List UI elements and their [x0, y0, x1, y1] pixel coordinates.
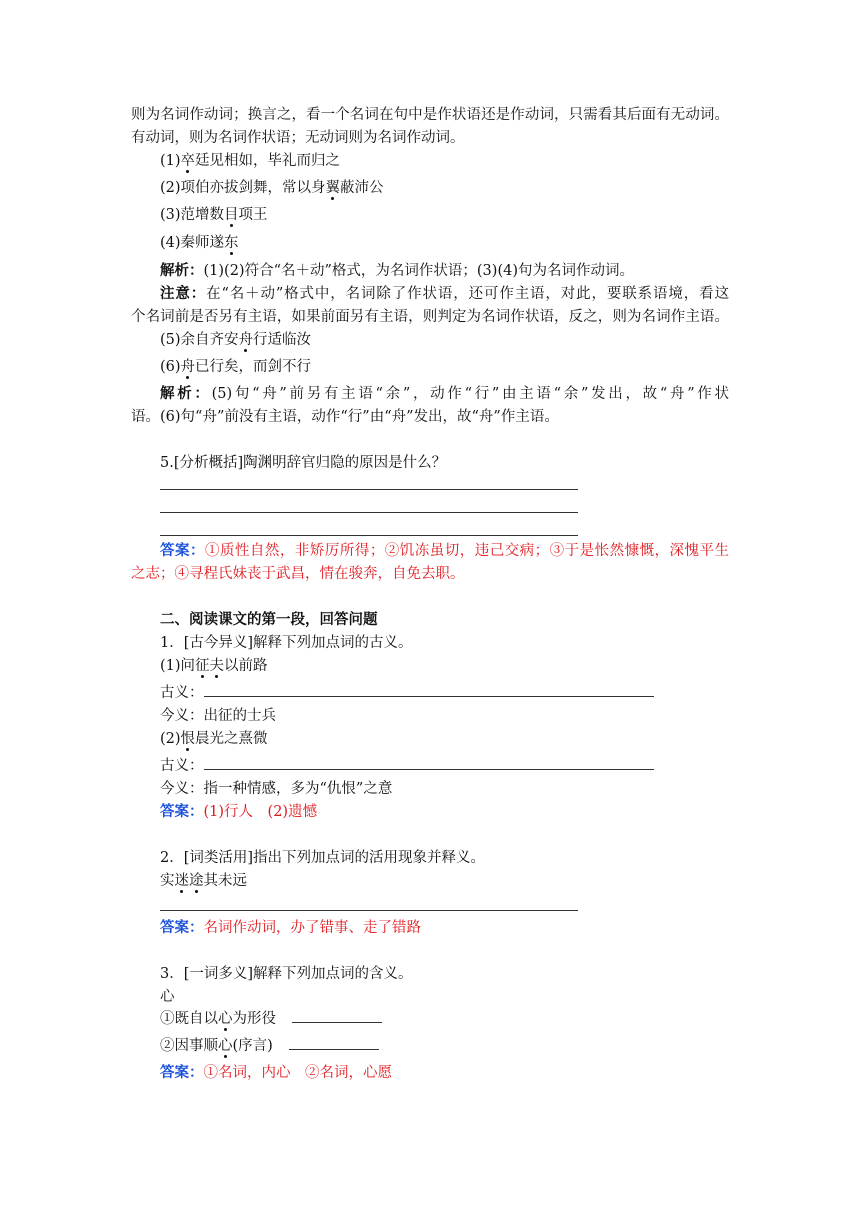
intro-line-2: 有动词，则为名词作状语；无动词则为名词作动词。 — [131, 130, 465, 146]
intro-line-1: 则为名词作动词；换言之，看一个名词在句中是作状语还是作动词，只需看其后面有无动词。 — [131, 107, 729, 123]
example-6: (6)舟已行矣，而剑不行 — [160, 359, 312, 375]
analysis-2-line-1: 解析：(5)句“舟”前另有主语“余”，动作“行”由主语“余”发出，故“舟”作状 — [160, 386, 730, 402]
dotted-word: 征 — [195, 658, 210, 674]
q1-item-2: (2)恨晨光之熹微 — [160, 731, 268, 747]
q1-jin-2: 今义：指一种情感，多为“仇恨”之意 — [160, 781, 393, 797]
q1-title: 1．[古今异义]解释下列加点词的古义。 — [160, 635, 413, 651]
dotted-word: 迷 — [174, 873, 189, 889]
analysis-label: 解析： — [160, 386, 212, 402]
answer-line — [160, 910, 578, 911]
example-1: (1)卒廷见相如，毕礼而归之 — [160, 153, 341, 169]
analysis-label: 解析： — [160, 263, 204, 279]
answer-line — [160, 489, 578, 490]
analysis-2-line-2: 语。(6)句“舟”前没有主语，动作“行”由“舟”发出，故“舟”作主语。 — [131, 409, 559, 425]
fill-blank[interactable] — [292, 1010, 382, 1023]
q3-title: 3．[一词多义]解释下列加点词的含义。 — [160, 966, 413, 982]
example-4: (4)秦师遂东 — [160, 235, 239, 251]
q1-gu-2: 古义： — [160, 756, 654, 776]
q3-word: 心 — [160, 989, 175, 1005]
dotted-word: 心 — [218, 1038, 233, 1054]
q3-item-1: ①既自以心为形役 — [160, 1009, 382, 1029]
q3-answer: 答案：①名词，内心 ②名词，心愿 — [160, 1065, 392, 1081]
q2-item: 实迷途其未远 — [160, 873, 247, 889]
answer-5-line-1: 答案：①质性自然，非矫厉所得；②饥冻虽切，违己交病；③于是怅然慷慨，深愧平生 — [160, 543, 730, 559]
question-5: 5.[分析概括]陶渊明辞官归隐的原因是什么？ — [160, 455, 447, 471]
note-label: 注意： — [160, 286, 207, 302]
answer-5-line-2: 之志；④寻程氏妹丧于武昌，情在骏奔，自免去职。 — [131, 566, 465, 582]
analysis-1: 解析：(1)(2)符合“名＋动”格式，为名词作状语；(3)(4)句为名词作动词。 — [160, 263, 634, 279]
dotted-word: 途 — [189, 873, 204, 889]
dotted-word: 舟 — [238, 332, 254, 348]
q1-gu-1: 古义： — [160, 683, 654, 703]
q2-answer: 答案：名词作动词，办了错事、走了错路 — [160, 920, 421, 936]
answer-label: 答案： — [160, 804, 204, 820]
example-2: (2)项伯亦拔剑舞，常以身翼蔽沛公 — [160, 180, 384, 196]
answer-label: 答案： — [160, 1065, 204, 1081]
fill-blank[interactable] — [289, 1037, 379, 1050]
q1-jin-1: 今义：出征的士兵 — [160, 708, 276, 724]
dotted-word: 东 — [224, 235, 239, 251]
note-line-1: 注意：在“名＋动”格式中，名词除了作状语，还可作主语，对此，要联系语境，看这 — [160, 286, 729, 302]
q3-item-2: ②因事顺心(序言) — [160, 1036, 379, 1056]
example-5: (5)余自齐安舟行适临汝 — [160, 332, 312, 348]
answer-line — [160, 535, 578, 536]
fill-blank[interactable] — [204, 757, 654, 770]
answer-line — [160, 512, 578, 513]
example-3: (3)范增数目项王 — [160, 207, 268, 223]
dotted-word: 夫 — [209, 658, 225, 674]
q2-title: 2．[词类活用]指出下列加点词的活用现象并释义。 — [160, 850, 486, 866]
note-line-2: 个名词前是否另有主语，如果前面另有主语，则判定为名词作状语，反之，则为名词作主语。 — [131, 309, 729, 325]
answer-label: 答案： — [160, 543, 205, 559]
dotted-word: 翼 — [325, 180, 341, 196]
fill-blank[interactable] — [204, 684, 654, 697]
dotted-word: 舟 — [180, 359, 196, 375]
section-2-heading: 二、阅读课文的第一段，回答问题 — [160, 612, 378, 628]
dotted-word: 心 — [218, 1011, 233, 1027]
q1-item-1: (1)问征夫以前路 — [160, 658, 268, 674]
q1-answer: 答案：(1)行人 (2)遗憾 — [160, 804, 318, 820]
dotted-word: 恨 — [180, 731, 196, 747]
answer-label: 答案： — [160, 920, 204, 936]
dotted-word: 卒 — [180, 153, 196, 169]
dotted-word: 目 — [224, 207, 239, 223]
